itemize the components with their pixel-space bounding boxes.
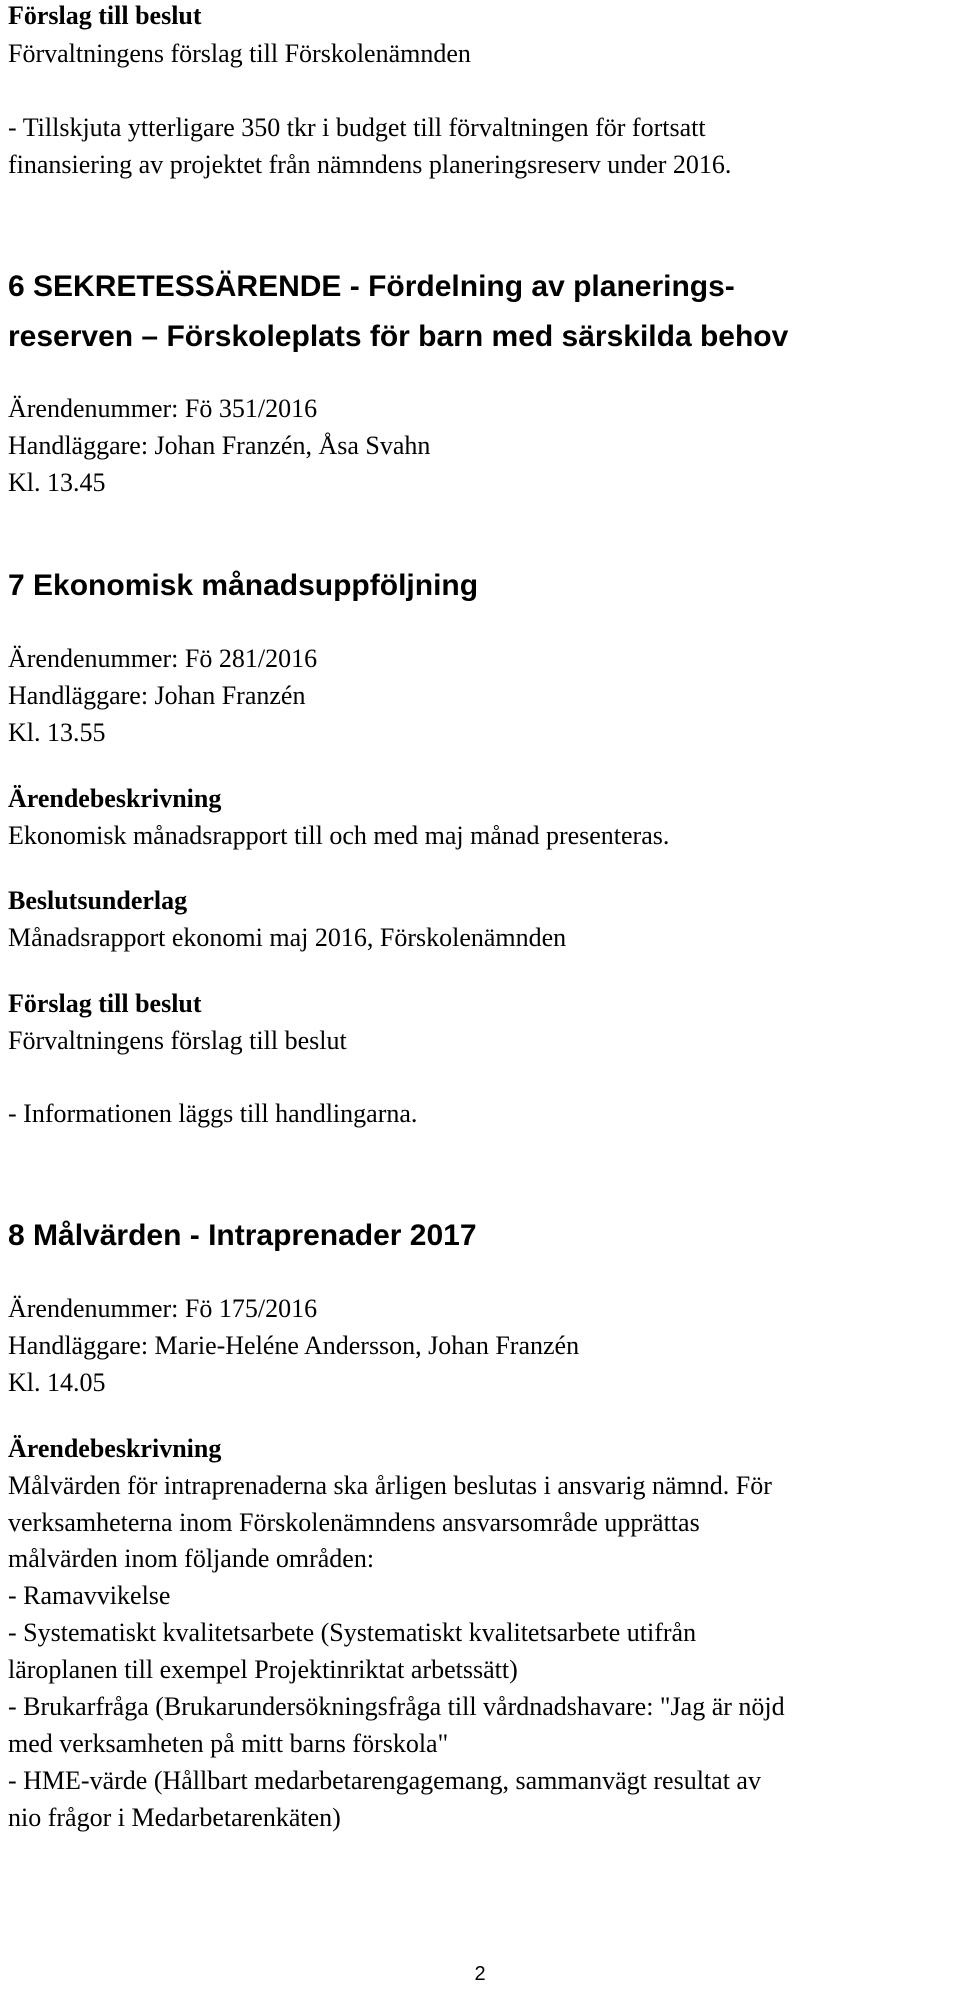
item-7-underlag-heading: Beslutsunderlag: [8, 886, 188, 915]
item-7-handlaggare: Handläggare: Johan Franzén: [8, 681, 306, 710]
forslag-heading: Förslag till beslut: [8, 1, 202, 30]
item-6-time: Kl. 13.45: [8, 468, 106, 497]
item-8-body-line: - HME-värde (Hållbart medarbetarengagemang, sammanvägt resultat av: [8, 1766, 761, 1795]
item-8-body-line: - Brukarfråga (Brukarundersökningsfråga till vårdnadshavare: "Jag är nöjd: [8, 1692, 785, 1721]
forslag-bullet-line-1: - Tillskjuta ytterligare 350 tkr i budget till förvaltningen för fortsatt: [8, 113, 706, 142]
item-8-body-line: med verksamheten på mitt barns förskola": [8, 1729, 449, 1758]
item-8-handlaggare: Handläggare: Marie-Heléne Andersson, Johan Franzén: [8, 1331, 580, 1360]
item-7-title: 7 Ekonomisk månadsuppföljning: [8, 569, 479, 602]
item-7-underlag-text: Månadsrapport ekonomi maj 2016, Förskolenämnden: [8, 923, 567, 952]
item-8-body-line: Målvärden för intraprenaderna ska årligen beslutas i ansvarig nämnd. För: [8, 1471, 772, 1500]
item-8-body-line: läroplanen till exempel Projektinriktat arbetssätt): [8, 1655, 518, 1684]
item-6-title-line-2: reserven – Förskoleplats för barn med särskilda behov: [8, 320, 789, 353]
item-8-body-line: nio frågor i Medarbetarenkäten): [8, 1803, 341, 1832]
item-8-arendenummer: Ärendenummer: Fö 175/2016: [8, 1294, 318, 1323]
item-7-beskrivning-heading: Ärendebeskrivning: [8, 784, 222, 813]
forslag-subheading: Förvaltningens förslag till Förskolenämnden: [8, 39, 471, 68]
item-7-arendenummer: Ärendenummer: Fö 281/2016: [8, 644, 318, 673]
item-6-title-line-1: 6 SEKRETESSÄRENDE - Fördelning av planerings-: [8, 270, 735, 303]
item-8-body-line: målvärden inom följande områden:: [8, 1544, 375, 1573]
item-8-title: 8 Målvärden - Intraprenader 2017: [8, 1219, 477, 1252]
item-6-arendenummer: Ärendenummer: Fö 351/2016: [8, 394, 318, 423]
item-8-time: Kl. 14.05: [8, 1368, 106, 1397]
item-8-body-line: verksamheterna inom Förskolenämndens ansvarsområde upprättas: [8, 1508, 700, 1537]
item-8-body-line: - Systematiskt kvalitetsarbete (Systematiskt kvalitetsarbete utifrån: [8, 1618, 697, 1647]
page-number: 2: [474, 1963, 486, 1985]
item-6-handlaggare: Handläggare: Johan Franzén, Åsa Svahn: [8, 431, 431, 460]
item-7-beskrivning-text: Ekonomisk månadsrapport till och med maj månad presenteras.: [8, 821, 670, 850]
item-7-time: Kl. 13.55: [8, 718, 106, 747]
item-7-forslag-subheading: Förvaltningens förslag till beslut: [8, 1026, 347, 1055]
item-7-forslag-bullet: - Informationen läggs till handlingarna.: [8, 1099, 418, 1128]
forslag-bullet-line-2: finansiering av projektet från nämndens planeringsreserv under 2016.: [8, 150, 732, 179]
item-8-body-line: - Ramavvikelse: [8, 1581, 171, 1610]
item-8-beskrivning-heading: Ärendebeskrivning: [8, 1434, 222, 1463]
item-7-forslag-heading: Förslag till beslut: [8, 989, 202, 1018]
